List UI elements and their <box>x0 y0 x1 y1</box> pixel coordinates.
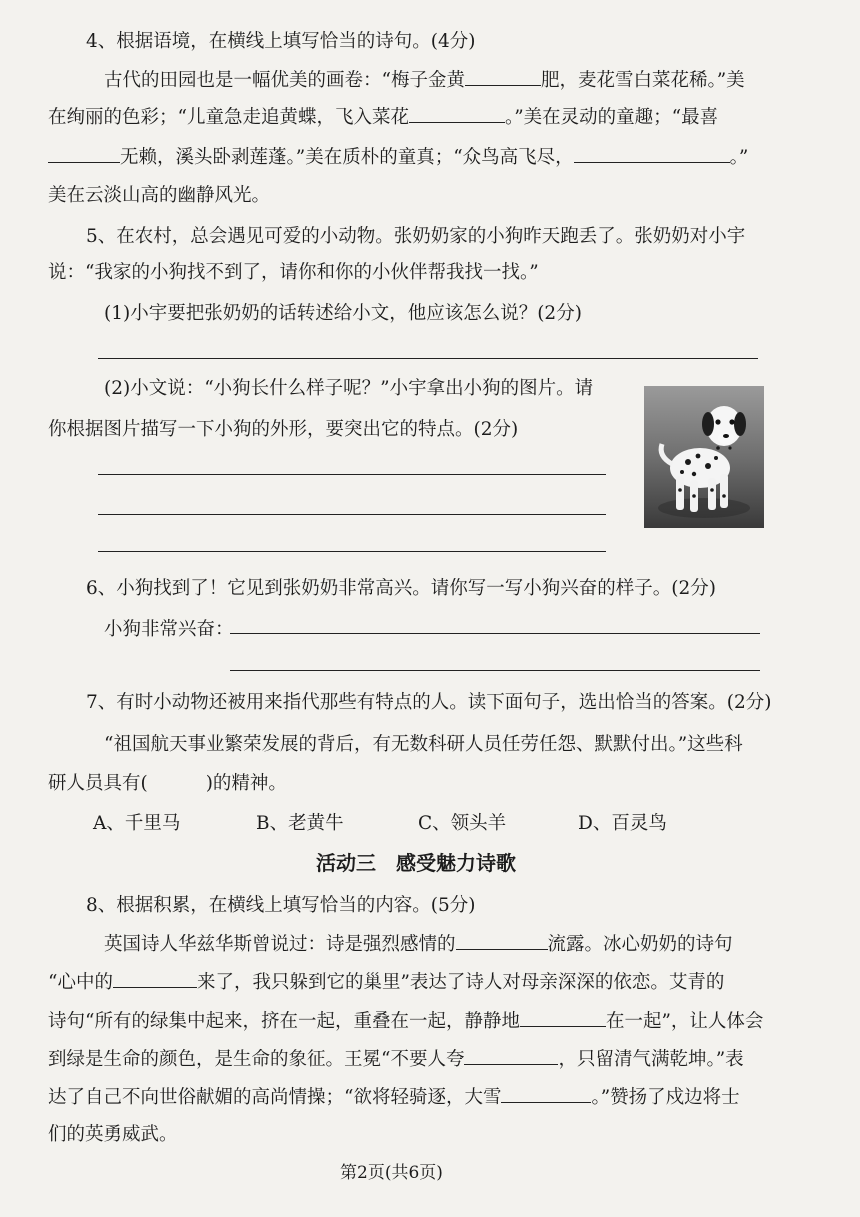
q7-line2: “祖国航天事业繁荣发展的背后，有无数科研人员任劳任怨、默默付出。”这些科 <box>104 734 743 755</box>
q6-answer-line-1[interactable] <box>230 633 760 634</box>
q5-line2: 说：“我家的小狗找不到了，请你和你的小伙伴帮我找一找。” <box>48 262 539 283</box>
q6-answer-line-2[interactable] <box>230 670 760 671</box>
q4-line3: 无赖，溪头卧剥莲蓬。”美在质朴的童真；“众鸟高飞尽， 。” <box>48 144 748 171</box>
q4-line1: 古代的田园也是一幅优美的画卷：“梅子金黄 肥，麦花雪白菜花稀。”美 <box>104 67 745 94</box>
q5-sub1-answer-line[interactable] <box>98 358 758 359</box>
q4-blank2[interactable] <box>409 104 505 123</box>
q8-blank4[interactable] <box>464 1046 558 1065</box>
q5-sub2-answer-line-3[interactable] <box>98 551 606 552</box>
q8-line6: 们的英勇威武。 <box>48 1124 178 1145</box>
q4-blank1[interactable] <box>465 67 541 86</box>
page-number: 第2页(共6页) <box>340 1163 443 1183</box>
q8-line5: 达了自己不向世俗献媚的高尚情操；“欲将轻骑逐，大雪 。”赞扬了戍边将士 <box>48 1084 740 1111</box>
q7-line1: 7、有时小动物还被用来指代那些有特点的人。读下面句子，选出恰当的答案。(2分) <box>86 692 772 713</box>
q4-line4: 美在云淡山高的幽静风光。 <box>48 185 271 206</box>
q7-option-b[interactable]: B、老黄牛 <box>256 813 344 834</box>
q5-sub2-line2: 你根据图片描写一下小狗的外形，要突出它的特点。(2分) <box>48 419 519 440</box>
section-3-title: 活动三 感受魅力诗歌 <box>316 851 516 875</box>
q8-line2: “心中的 来了，我只躲到它的巢里”表达了诗人对母亲深深的依恋。艾青的 <box>48 969 724 996</box>
q7-line3: 研人员具有( )的精神。 <box>48 773 287 794</box>
dalmatian-dog-image <box>644 386 764 528</box>
q5-sub2-line1: (2)小文说：“小狗长什么样子呢？”小宇拿出小狗的图片。请 <box>104 378 594 399</box>
q6-line1: 6、小狗找到了！它见到张奶奶非常高兴。请你写一写小狗兴奋的样子。(2分) <box>86 578 716 599</box>
q8-line1: 英国诗人华兹华斯曾说过：诗是强烈感情的 流露。冰心奶奶的诗句 <box>104 931 733 958</box>
q8-title: 8、根据积累，在横线上填写恰当的内容。(5分) <box>86 895 476 916</box>
q8-blank2[interactable] <box>113 969 197 988</box>
q4-blank3[interactable] <box>48 144 120 163</box>
q7-option-a[interactable]: A、千里马 <box>93 813 181 834</box>
q5-sub1: (1)小宇要把张奶奶的话转述给小文，他应该怎么说？(2分) <box>104 303 582 324</box>
q8-blank5[interactable] <box>501 1084 591 1103</box>
q6-label: 小狗非常兴奋： <box>104 619 234 640</box>
q7-option-d[interactable]: D、百灵鸟 <box>578 813 667 834</box>
q8-line4: 到绿是生命的颜色，是生命的象征。王冕“不要人夸 ，只留清气满乾坤。”表 <box>48 1046 744 1073</box>
q4-title: 4、根据语境，在横线上填写恰当的诗句。(4分) <box>86 31 476 52</box>
q4-blank4[interactable] <box>574 144 730 163</box>
q8-blank1[interactable] <box>456 931 548 950</box>
q8-line3: 诗句“所有的绿集中起来，挤在一起，重叠在一起，静静地 在一起”，让人体会 <box>48 1008 763 1035</box>
q4-line2: 在绚丽的色彩；“儿童急走追黄蝶，飞入菜花 。”美在灵动的童趣；“最喜 <box>48 104 718 131</box>
q8-blank3[interactable] <box>520 1008 606 1027</box>
q5-sub2-answer-line-2[interactable] <box>98 514 606 515</box>
q7-option-c[interactable]: C、领头羊 <box>418 813 507 834</box>
q5-sub2-answer-line-1[interactable] <box>98 474 606 475</box>
q5-line1: 5、在农村，总会遇见可爱的小动物。张奶奶家的小狗昨天跑丢了。张奶奶对小宇 <box>86 226 746 247</box>
